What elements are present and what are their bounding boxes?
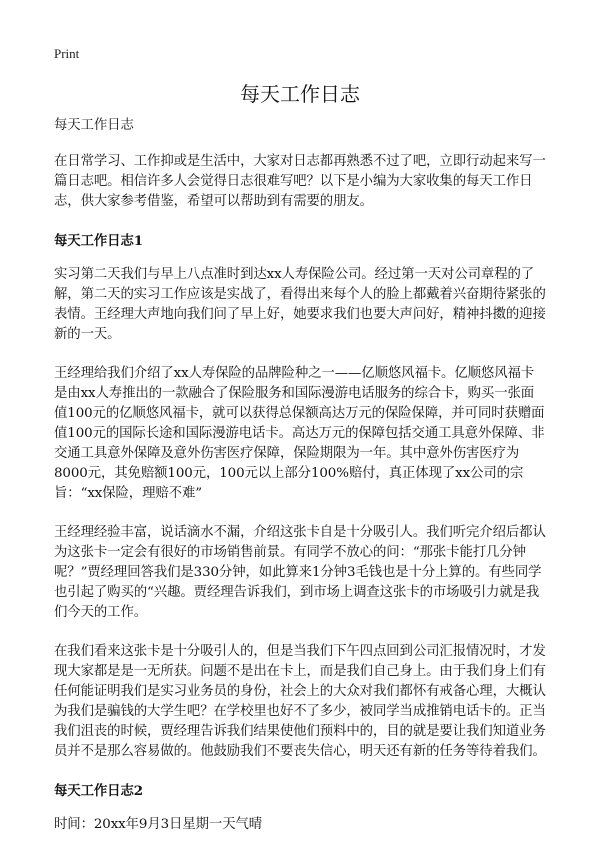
- section-heading-1: 每天工作日志1: [54, 233, 143, 249]
- document-body: [54, 116, 546, 854]
- section-heading-2: 每天工作日志2: [54, 783, 143, 799]
- section2-paragraph-1: 时间：20xx年9月3日星期一天气晴: [54, 817, 263, 832]
- section1-paragraph-1: 实习第二天我们与早上八点准时到达xx人寿保险公司。经过第一天对公司章程的了解，第二天的实习工作应该是实战了，看得出来每个人的脸上都戴着兴奋期待紧张的表情。王经理大声地向我们问了早上好，她要求我们也要大声问好，精神抖擞的迎接新的一天。: [54, 267, 546, 342]
- section1-paragraph-3: 王经理经验丰富，说话滴水不漏，介绍这张卡自是十分吸引人。我们听完介绍后都认为这张卡一定会有很好的市场销售前景。有同学不放心的问：“那张卡能打几分钟呢？”贾经理回答我们是330分钟，如此算来1分钟3毛钱也是十分上算的。有些同学也引起了购买的“兴趣。贾经理告诉我们，到市场上调查这张卡的市场吸引力就是我们今天的工作。: [54, 525, 546, 620]
- section1-paragraph-4: 在我们看来这张卡是十分吸引人的，但是当我们下午四点回到公司汇报情况时，才发现大家都是是一无所获。问题不是出在卡上，而是我们自己身上。由于我们身上们有任何能证明我们是实习业务员的身份，社会上的大众对我们都怀有戒备心理，大概认为我们是骗钱的大学生吧？在学校里也好不了多少，被同学当成推销电话卡的。正当我们沮丧的时候，贾经理告诉我们结果使他们预料中的，目的就是要让我们知道业务员并不是那么容易做的。他鼓励我们不要丧失信心，明天还有新的任务等待着我们。: [54, 644, 546, 759]
- page-title: 每天工作日志: [240, 82, 360, 106]
- print-link[interactable]: Print: [54, 46, 80, 61]
- intro-paragraph: 在日常学习、工作抑或是生活中，大家对日志都再熟悉不过了吧，立即行动起来写一篇日志吧。相信许多人会觉得日志很难写吧？以下是小编为大家收集的每天工作日志，供大家参考借鉴，希望可以帮助到有需要的朋友。: [54, 154, 546, 209]
- section1-paragraph-2: 王经理给我们介绍了xx人寿保险的品牌险种之一——亿顺悠风福卡。亿顺悠风福卡是由xx人寿推出的一款融合了保险服务和国际漫游电话服务的综合卡，购买一张面值100元的亿顺悠风福卡，就可以获得总保额高达万元的保险保障，并可同时获赠面值100元的国际长途和国际漫游电话卡。高达万元的保障包括交通工具意外保障、非交通工具意外保障及意外伤害医疗保障，保险期限为一年。其中意外伤害医疗为8000元，其免赔额100元，100元以上部分100%赔付，真正体现了xx公司的宗旨：“xx保险，理赔不难”: [54, 366, 545, 501]
- subtitle: 每天工作日志: [54, 118, 134, 133]
